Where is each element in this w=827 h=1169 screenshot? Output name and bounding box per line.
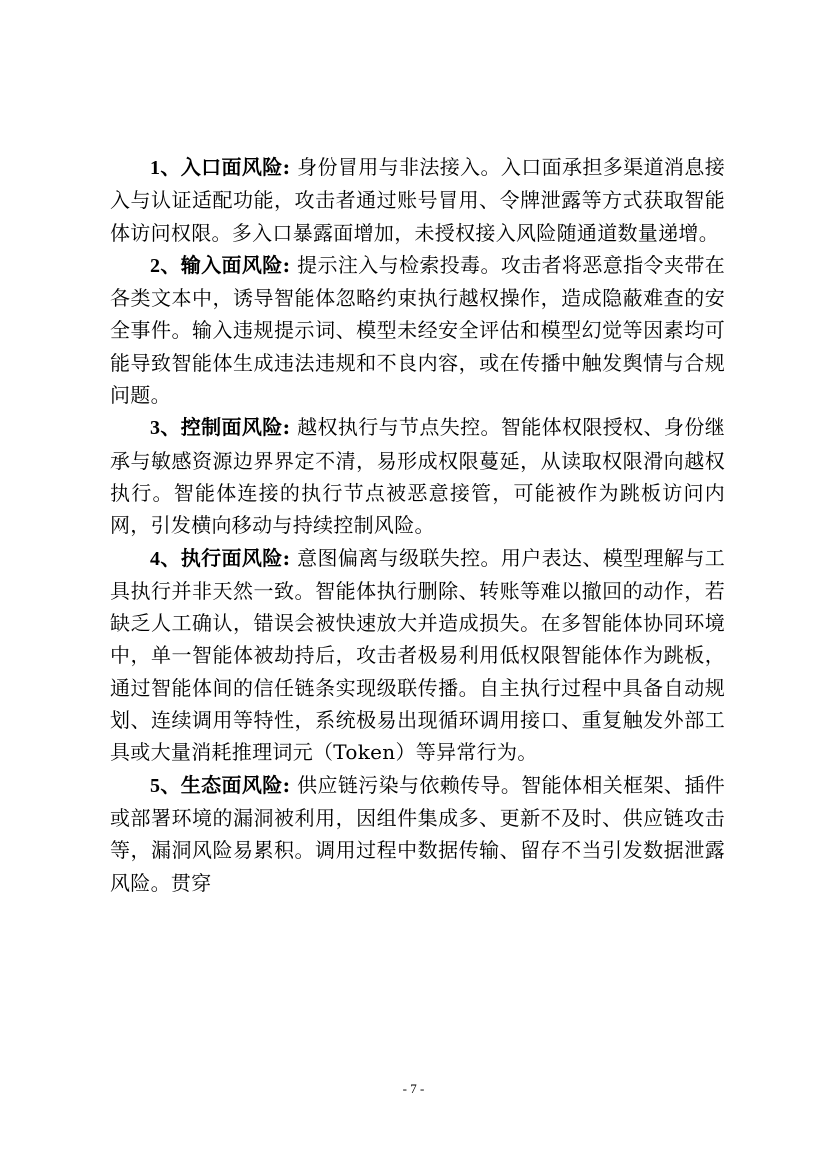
section-heading: 输入面风险: xyxy=(180,252,291,277)
section-number: 4、 xyxy=(150,547,181,570)
section-control-surface-risk xyxy=(110,411,725,541)
section-heading: 执行面风险: xyxy=(180,545,291,570)
section-heading: 入口面风险: xyxy=(180,155,291,179)
section-body: 提示注入与检索投毒。攻击者将恶意指令夹带在各类文本中，诱导智能体忽略约束执行越权操作，造成隐蔽难查的安全事件。输入违规提示词、模型未经安全评估和模型幻觉等因素均可能导致智能体生成违法违规和不良内容，或在传播中触发舆情与合规问题。 xyxy=(110,252,725,408)
document-body xyxy=(110,151,725,899)
section-number: 1、 xyxy=(150,157,181,179)
section-body: 身份冒用与非法接入。入口面承担多渠道消息接入与认证适配功能，攻击者通过账号冒用、令牌泄露等方式获取智能体访问权限。多入口暴露面增加，未授权接入风险随通道数量递增。 xyxy=(110,155,725,245)
section-body: 供应链污染与依赖传导。智能体相关框架、插件或部署环境的漏洞被利用，因组件集成多、更新不及时、供应链攻击等，漏洞风险易累积。调用过程中数据传输、留存不当引发数据泄露风险。贯穿 xyxy=(110,772,725,895)
section-body: 意图偏离与级联失控。用户表达、模型理解与工具执行并非天然一致。智能体执行删除、转账等难以撤回的动作，若缺乏人工确认，错误会被快速放大并造成损失。在多智能体协同环境中，单一智能体被劫持后，攻击者极易利用低权限智能体作为跳板，通过智能体间的信任链条实现级联传播。自主执行过程中具备自动规划、连续调用等特性，系统极易出现循环调用接口、重复触发外部工具或大量消耗推理词元（Token）等异常行为。 xyxy=(110,545,725,765)
section-input-surface-risk xyxy=(110,249,725,411)
section-ecosystem-surface-risk xyxy=(110,769,725,899)
page-number: - 7 - xyxy=(402,1081,425,1096)
section-heading: 生态面风险: xyxy=(180,772,291,797)
section-number: 2、 xyxy=(150,254,181,277)
section-heading: 控制面风险: xyxy=(180,415,291,440)
section-number: 3、 xyxy=(150,417,181,440)
section-entry-surface-risk xyxy=(110,151,725,249)
section-number: 5、 xyxy=(150,774,181,797)
section-execution-surface-risk xyxy=(110,542,725,769)
section-body: 越权执行与节点失控。智能体权限授权、身份继承与敏感资源边界界定不清，易形成权限蔓延，从读取权限滑向越权执行。智能体连接的执行节点被恶意接管，可能被作为跳板访问内网，引发横向移动与持续控制风险。 xyxy=(110,415,725,538)
